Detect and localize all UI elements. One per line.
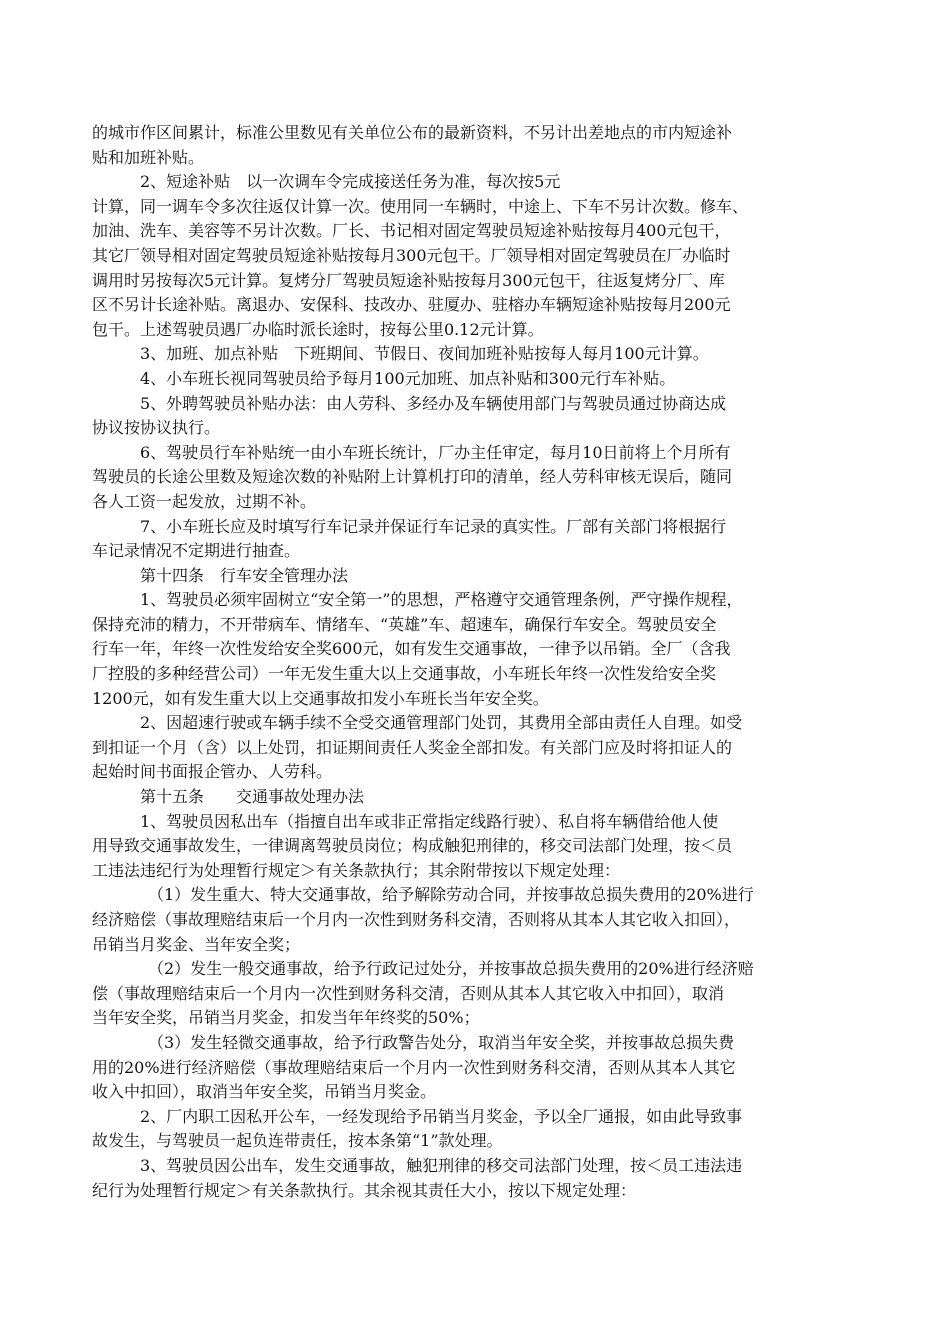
text-line: 驾驶员的长途公里数及短途次数的补贴附上计算机打印的清单，经人劳科审核无误后，随同 bbox=[92, 467, 733, 487]
text-line: 7、小车班长应及时填写行车记录并保证行车记录的真实性。厂部有关部门将根据行 bbox=[140, 516, 727, 536]
text-line: 计算，同一调车令多次往返仅计算一次。使用同一车辆时，中途上、下车不另计次数。修车、 bbox=[92, 196, 749, 216]
text-line: 用导致交通事故发生，一律调离驾驶员岗位；构成触犯刑律的，移交司法部门处理，按＜员 bbox=[92, 836, 733, 856]
document-page bbox=[92, 121, 860, 1203]
text-line: 当年安全奖，吊销当月奖金，扣发当年年终奖的50%； bbox=[92, 1008, 480, 1028]
text-line: 加油、洗车、美容等不另计次数。厂长、书记相对固定驾驶员短途补贴按每月400元包干， bbox=[92, 221, 731, 241]
text-line: 其它厂领导相对固定驾驶员短途补贴按每月300元包干。厂领导相对固定驾驶员在厂办临时 bbox=[92, 245, 731, 265]
text-line: 厂控股的多种经营公司）一年无发生重大以上交通事故，小车班长年终一次性发给安全奖 bbox=[92, 664, 717, 684]
text-line: 2、因超速行驶或车辆手续不全受交通管理部门处罚，其费用全部由责任人自理。如受 bbox=[140, 713, 743, 733]
text-line: 故发生，与驾驶员一起负连带责任，按本条第“1”款处理。 bbox=[92, 1131, 503, 1151]
text-line: 区不另计长途补贴。离退办、安保科、技改办、驻厦办、驻榕办车辆短途补贴按每月200元 bbox=[92, 295, 731, 315]
text-line: 收入中扣回），取消当年安全奖，吊销当月奖金。 bbox=[92, 1082, 437, 1102]
text-line: 4、小车班长视同驾驶员给予每月100元加班、加点补贴和300元行车补贴。 bbox=[140, 368, 676, 388]
text-line: 用的20%进行经济赔偿（事故理赔结束后一个月内一次性到财务科交清，否则从其本人其它 bbox=[92, 1057, 736, 1077]
text-line: 第十四条 行车安全管理办法 bbox=[140, 565, 349, 585]
text-line: 协议按协议执行。 bbox=[92, 418, 221, 438]
text-line: 车记录情况不定期进行抽查。 bbox=[92, 541, 301, 561]
text-line: 1、驾驶员必须牢固树立“安全第一”的思想，严格遵守交通管理条例，严守操作规程， bbox=[140, 590, 743, 610]
text-line: 3、加班、加点补贴 下班期间、节假日、夜间加班补贴按每人每月100元计算。 bbox=[140, 344, 709, 364]
text-line: 1、驾驶员因私出车（指擅自出车或非正常指定线路行驶）、私自将车辆借给他人使 bbox=[140, 811, 719, 831]
text-line: 偿（事故理赔结束后一个月内一次性到财务科交清，否则从其本人其它收入中扣回），取消 bbox=[92, 983, 725, 1003]
text-line: 调用时另按每次5元计算。复烤分厂驾驶员短途补贴按每月300元包干，往返复烤分厂、库 bbox=[92, 270, 725, 290]
text-line: 贴和加班补贴。 bbox=[92, 147, 205, 167]
text-line: 起始时间书面报企管办、人劳科。 bbox=[92, 762, 333, 782]
text-line: 保持充沛的精力，不开带病车、情绪车、“英雄”车、超速车，确保行车安全。驾驶员安全 bbox=[92, 614, 717, 634]
text-line: 到扣证一个月（含）以上处罚，扣证期间责任人奖金全部扣发。有关部门应及时将扣证人的 bbox=[92, 737, 733, 757]
text-line: 2、厂内职工因私开公车，一经发现给予吊销当月奖金，予以全厂通报，如由此导致事 bbox=[140, 1106, 743, 1126]
text-line: 行车一年，年终一次性发给安全奖600元，如有发生交通事故，一律予以吊销。全厂（含我 bbox=[92, 639, 731, 659]
text-line: （2）发生一般交通事故，给予行政记过处分，并按事故总损失费用的20%进行经济赔 bbox=[148, 959, 754, 979]
text-line: 工违法违纪行为处理暂行规定＞有关条款执行；其余附带按以下规定处理： bbox=[92, 860, 621, 880]
text-line: 6、驾驶员行车补贴统一由小车班长统计，厂办主任审定，每月10日前将上个月所有 bbox=[140, 442, 731, 462]
text-line: （1）发生重大、特大交通事故，给予解除劳动合同，并按事故总损失费用的20%进行 bbox=[148, 885, 754, 905]
text-line: 第十五条 交通事故处理办法 bbox=[140, 787, 365, 807]
text-line: （3）发生轻微交通事故，给予行政警告处分，取消当年安全奖，并按事故总损失费 bbox=[148, 1032, 735, 1052]
text-line: 吊销当月奖金、当年安全奖； bbox=[92, 934, 301, 954]
text-line: 纪行为处理暂行规定＞有关条款执行。其余视其责任大小，按以下规定处理： bbox=[92, 1180, 637, 1200]
text-line: 1200元，如有发生重大以上交通事故扣发小车班长当年安全奖。 bbox=[92, 688, 549, 708]
text-line: 的城市作区间累计，标准公里数见有关单位公布的最新资料，不另计出差地点的市内短途补 bbox=[92, 123, 733, 142]
text-line: 包干。上述驾驶员遇厂办临时派长途时，按每公里0.12元计算。 bbox=[92, 319, 544, 339]
text-line: 经济赔偿（事故理赔结束后一个月内一次性到财务科交清，否则将从其本人其它收入扣回）， bbox=[92, 910, 741, 929]
text-line: 5、外聘驾驶员补贴办法：由人劳科、多经办及车辆使用部门与驾驶员通过协商达成 bbox=[140, 393, 727, 413]
text-line: 3、驾驶员因公出车，发生交通事故，触犯刑律的移交司法部门处理，按＜员工违法违 bbox=[140, 1155, 743, 1175]
text-line: 各人工资一起发放，过期不补。 bbox=[92, 491, 317, 511]
text-line: 2、短途补贴 以一次调车令完成接送任务为准，每次按5元 bbox=[140, 172, 561, 192]
